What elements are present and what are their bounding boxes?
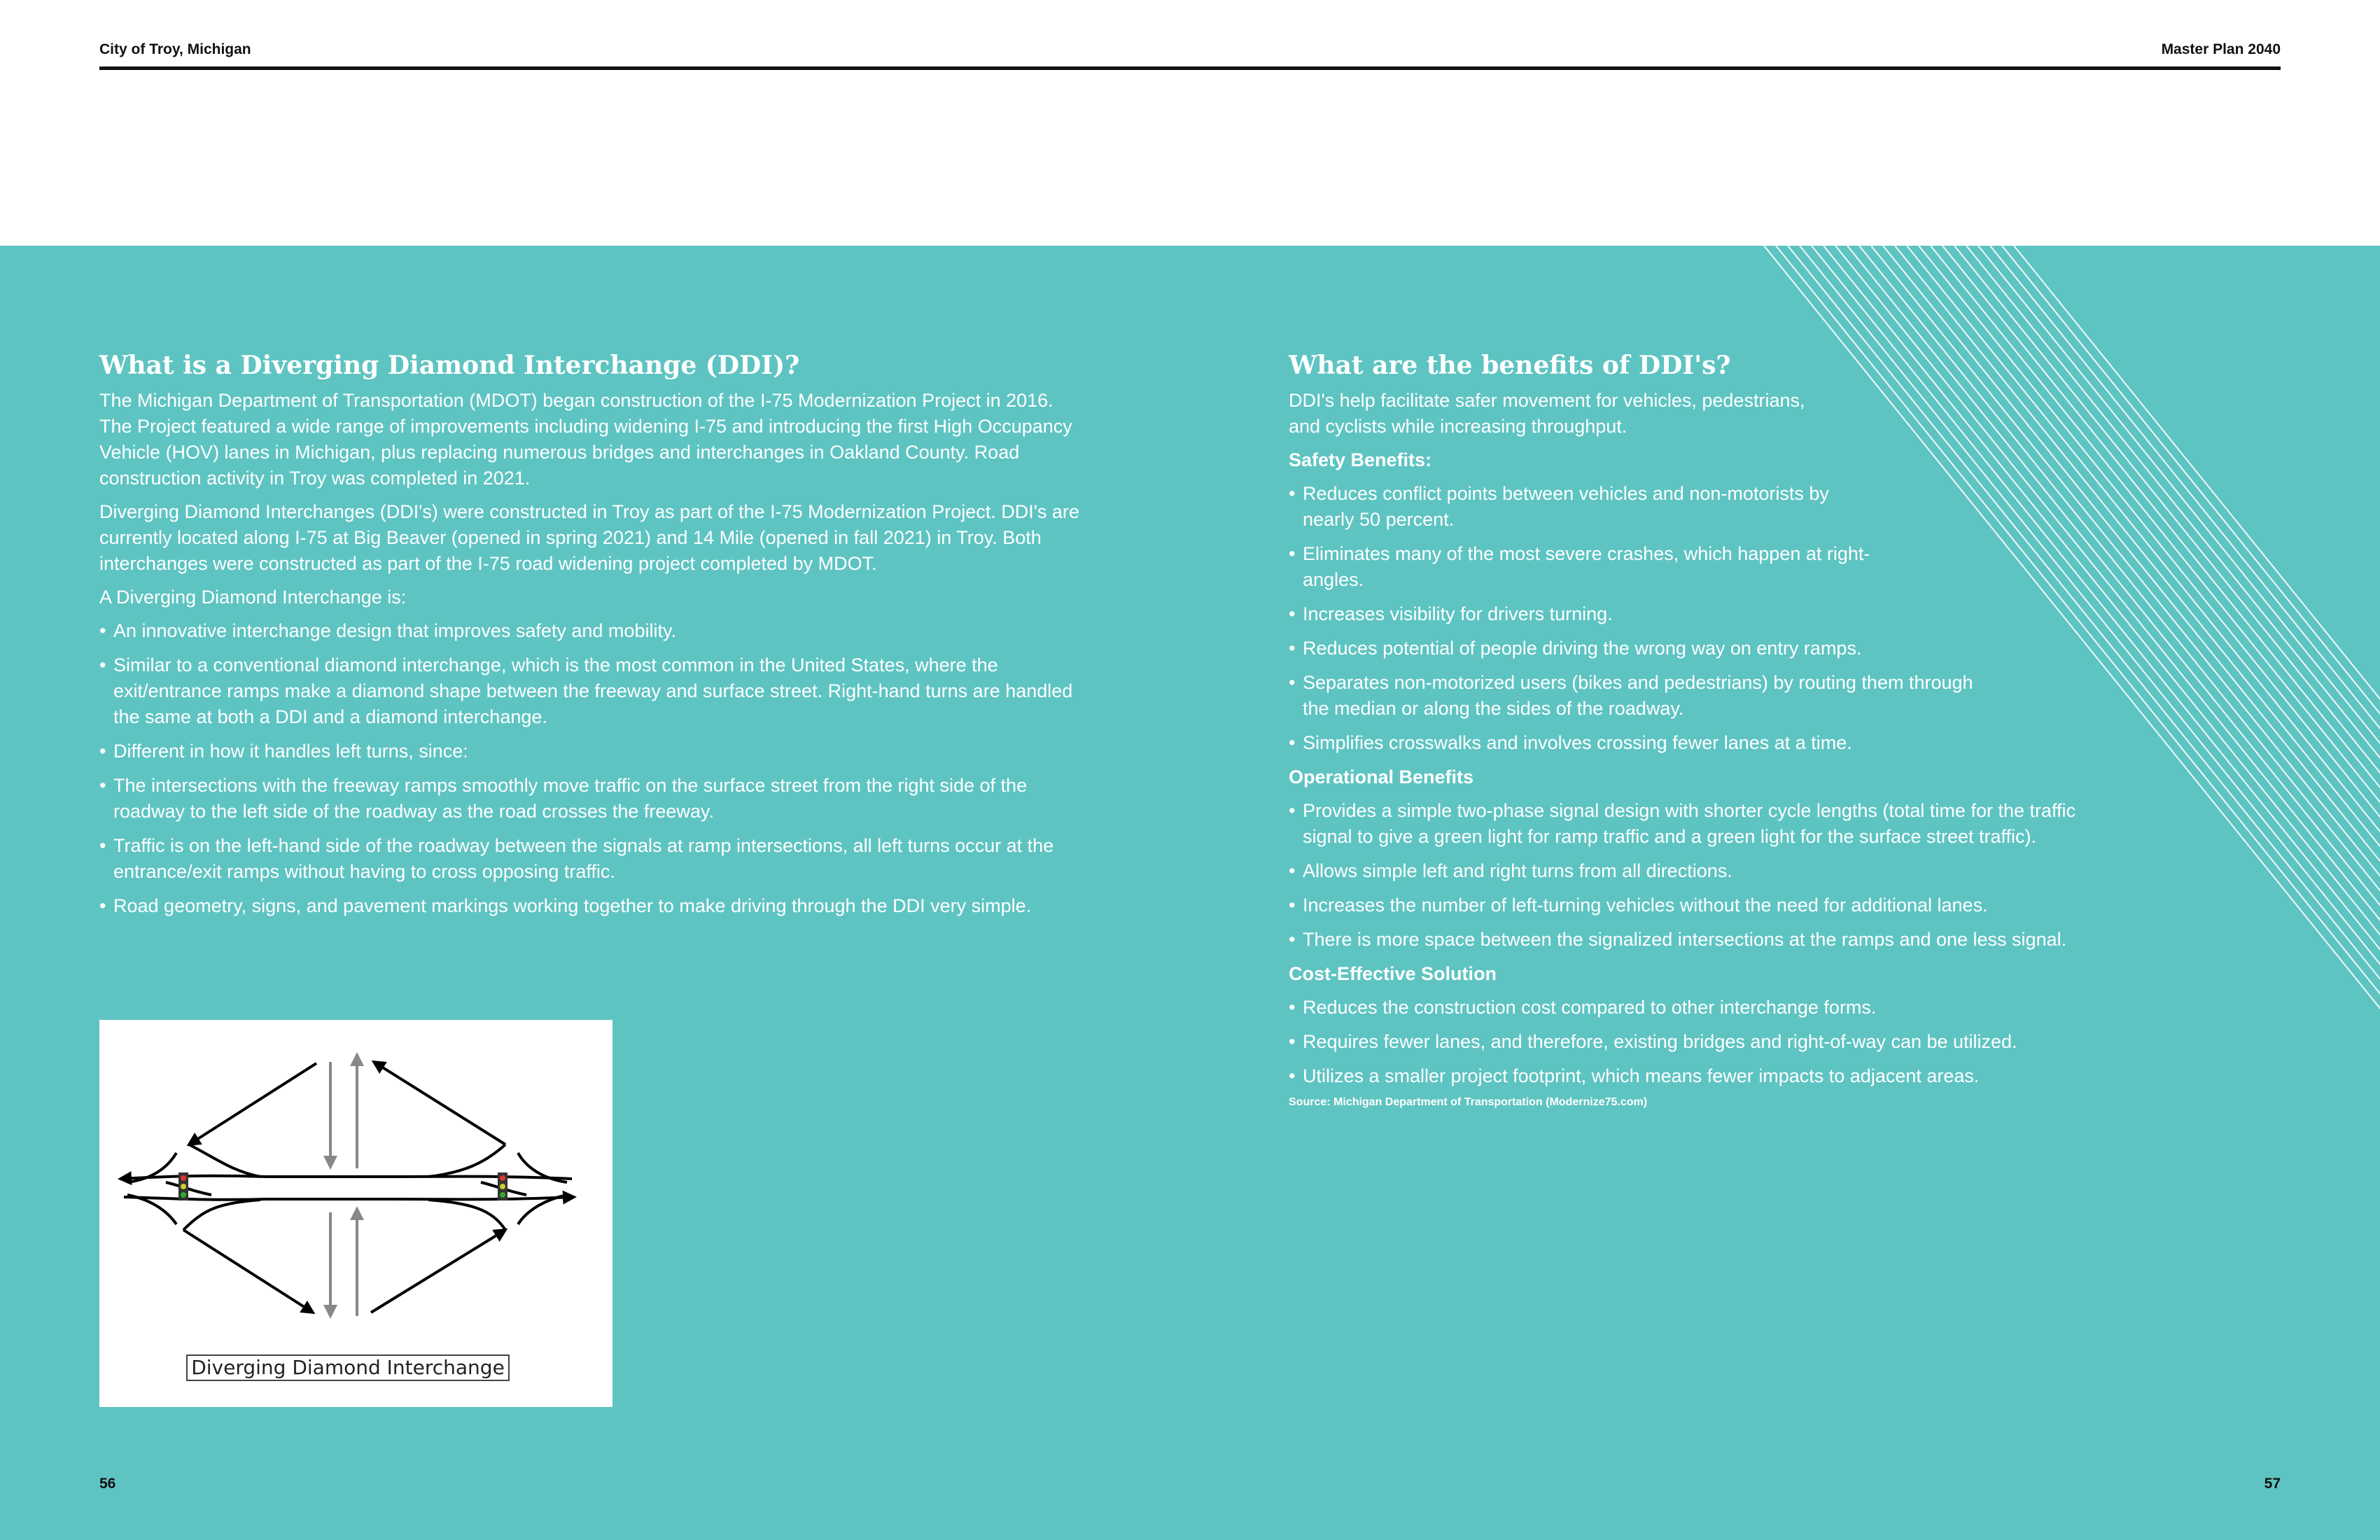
page-number-right: 57: [2264, 1476, 2281, 1492]
list-item-text: Different in how it handles left turns, since:: [113, 741, 468, 762]
paragraph: A Diverging Diamond Interchange is:: [99, 587, 407, 608]
list-item: [1289, 541, 1891, 593]
list-item: [1289, 1063, 2290, 1089]
page-number-left: 56: [99, 1476, 116, 1492]
list-item-text: Provides a simple two-phase signal design with shorter cycle lengths (total time for the traffic signal to give a green light for ramp traffic and a green light for the surface street traffic).: [1303, 800, 2076, 847]
teal-content-band: [0, 246, 2380, 1540]
list-item-text: There is more space between the signalized intersections at the ramps and one less signal.: [1303, 929, 2067, 950]
bullet-marker: •: [99, 895, 106, 916]
bullet-marker: •: [1289, 800, 1296, 821]
bullet-marker: •: [1289, 997, 1296, 1018]
safety-benefits-list: [1289, 481, 2290, 756]
list-item-text: Similar to a conventional diamond interchange, which is the most common in the United States, where the exit/entrance ramps make a diamond shape between the freeway and surface street. Right-hand turns are handled the same at both a DDI and a diamond interchange.: [113, 654, 1073, 727]
list-item: [1289, 892, 2290, 918]
bullet-marker: •: [1289, 1031, 1296, 1052]
list-item: [1289, 798, 2108, 850]
diagram-caption: Diverging Diamond Interchange: [186, 1354, 510, 1381]
list-item: [1289, 927, 2290, 953]
header-rule: [99, 66, 2281, 70]
bullet-marker: •: [99, 741, 106, 762]
bullet-marker: •: [1289, 895, 1296, 916]
ddi-benefits-heading: What are the benefits of DDI's?: [1289, 351, 1731, 380]
list-item: [1289, 601, 2290, 627]
list-item: [1289, 670, 2003, 722]
list-item-text: Reduces conflict points between vehicles and non-motorists by nearly 50 percent.: [1303, 483, 1829, 530]
safety-benefits-heading: Safety Benefits:: [1289, 449, 1432, 470]
traffic-signal-left: [178, 1172, 188, 1200]
paragraph: Diverging Diamond Interchanges (DDI's) were constructed in Troy as part of the I-75 Modernization Project. DDI's are currently located along I-75 at Big Beaver (opened in spring 2021) and 14 Mile (opened in fall 2021) in Troy. Both interchanges were constructed as part of the I-75 road widening project completed by MDOT.: [99, 501, 1079, 574]
intro-paragraph: DDI's help facilitate safer movement for vehicles, pedestrians, and cyclists while increasing throughput.: [1289, 390, 1805, 437]
cost-effective-list: [1289, 995, 2290, 1089]
bullet-marker: •: [1289, 860, 1296, 881]
bullet-marker: •: [99, 620, 106, 641]
list-item: [1289, 636, 2290, 662]
list-item-text: The intersections with the freeway ramps smoothly move traffic on the surface street from the right side of the roadway to the left side of the roadway as the road crosses the freeway.: [113, 775, 1028, 822]
bullet-marker: •: [1289, 929, 1296, 950]
list-item: [99, 618, 1079, 644]
ddi-diagram: [99, 1020, 612, 1407]
list-item: [1289, 481, 1835, 533]
bullet-marker: •: [1289, 732, 1296, 753]
source-note: Source: Michigan Department of Transportation (Modernize75.com): [1289, 1096, 1648, 1108]
list-item: [1289, 730, 2290, 756]
right-column: [1289, 347, 2290, 1109]
ddi-definition-list: [99, 618, 1079, 919]
traffic-signal-right: [498, 1172, 507, 1200]
list-item-text: Allows simple left and right turns from all directions.: [1303, 860, 1732, 881]
list-item-text: Reduces the construction cost compared to other interchange forms.: [1303, 997, 1877, 1018]
bullet-marker: •: [1289, 638, 1296, 659]
paragraph: The Michigan Department of Transportation (MDOT) began construction of the I-75 Modernization Project in 2016. The Project featured a wide range of improvements including widening I-75 and introducing the first High Occupancy Vehicle (HOV) lanes in Michigan, plus replacing numerous bridges and interchanges in Oakland County. Road construction activity in Troy was completed in 2021.: [99, 390, 1072, 489]
bullet-marker: •: [1289, 603, 1296, 624]
list-item: [1289, 995, 2290, 1021]
list-item: [1289, 858, 2290, 884]
list-item: [1289, 1029, 2290, 1055]
bullet-marker: •: [99, 835, 106, 856]
operational-benefits-list: [1289, 798, 2290, 953]
bullet-marker: •: [1289, 1065, 1296, 1086]
list-item-text: Increases visibility for drivers turning.: [1303, 603, 1613, 624]
ddi-definition-heading: What is a Diverging Diamond Interchange (DDI)?: [99, 351, 800, 380]
list-item-text: Road geometry, signs, and pavement markings working together to make driving through the DDI very simple.: [113, 895, 1032, 916]
list-item: [99, 652, 1079, 730]
cost-effective-heading: Cost-Effective Solution: [1289, 963, 1497, 984]
list-item: [99, 833, 1079, 885]
list-item-text: Eliminates many of the most severe crashes, which happen at right-angles.: [1303, 543, 1870, 590]
list-item-text: An innovative interchange design that improves safety and mobility.: [113, 620, 676, 641]
bullet-marker: •: [1289, 483, 1296, 504]
list-item-text: Requires fewer lanes, and therefore, existing bridges and right-of-way can be utilized.: [1303, 1031, 2017, 1052]
list-item-text: Reduces potential of people driving the wrong way on entry ramps.: [1303, 638, 1862, 659]
bullet-marker: •: [1289, 543, 1296, 564]
list-item-text: Increases the number of left-turning vehicles without the need for additional lanes.: [1303, 895, 1988, 916]
list-item-text: Separates non-motorized users (bikes and pedestrians) by routing them through the median or along the sides of the roadway.: [1303, 672, 1973, 719]
list-item-text: Traffic is on the left-hand side of the roadway between the signals at ramp intersections, all left turns occur at the entrance/exit ramps without having to cross opposing traffic.: [113, 835, 1054, 882]
page-header-left: City of Troy, Michigan: [99, 41, 251, 57]
ddi-diagram-figure: [99, 1020, 612, 1407]
list-item-text: Utilizes a smaller project footprint, which means fewer impacts to adjacent areas.: [1303, 1065, 1980, 1086]
page-header-right: Master Plan 2040: [2161, 41, 2281, 57]
list-item: [99, 893, 1079, 919]
left-column: [99, 347, 1079, 927]
list-item: [99, 738, 1079, 764]
bullet-marker: •: [99, 775, 106, 796]
list-item: [99, 773, 1079, 825]
bullet-marker: •: [99, 654, 106, 676]
operational-benefits-heading: Operational Benefits: [1289, 766, 1474, 788]
list-item-text: Simplifies crosswalks and involves crossing fewer lanes at a time.: [1303, 732, 1852, 753]
bullet-marker: •: [1289, 672, 1296, 693]
